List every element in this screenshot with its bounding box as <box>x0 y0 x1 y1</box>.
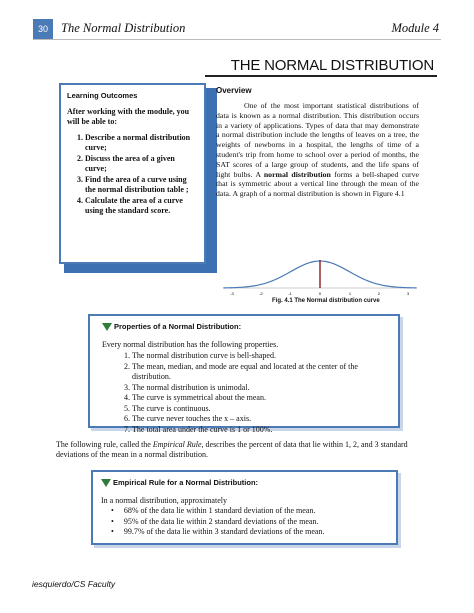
tick-label: 1 <box>348 291 352 296</box>
empirical-heading-text: Empirical Rule for a Normal Distribution: <box>113 478 259 487</box>
figure-caption: Fig. 4.1 The Normal distribution curve <box>272 298 380 304</box>
empirical-heading <box>101 478 388 489</box>
tick-label: 0 <box>318 291 322 296</box>
overview-bold-term: normal distribution <box>263 169 331 179</box>
properties-heading-text: Properties of a Normal Distribution: <box>114 322 242 331</box>
triangle-icon <box>102 323 112 331</box>
outcome-item: 4. Calculate the area of a curve using the standard score. <box>85 196 198 216</box>
property-item: 5. The curve is continuous. <box>132 404 386 415</box>
header-title: The Normal Distribution <box>61 21 186 35</box>
page-footer: iesquierdo/CS Faculty <box>32 579 116 589</box>
property-item: 1. The normal distribution curve is bell-shaped. <box>132 351 386 362</box>
title-underline <box>205 75 437 77</box>
property-item: 3. The normal distribution is unimodal. <box>132 383 386 394</box>
empirical-line-after: , describes the percent of data that lie within 1, 2, and 3 standard deviations of the mean in a normal distribution. <box>56 440 408 459</box>
tick-labels <box>230 291 410 296</box>
outcomes-heading: Learning Outcomes <box>67 91 138 100</box>
page-header <box>33 19 441 40</box>
tick-label: -2 <box>259 291 263 296</box>
empirical-list <box>101 506 388 538</box>
overview-text-before: One of the most important statistical distributions of data is known as a normal distribution. This distribution occurs in a variety of applications. Types of data that may demonstrate a normal distribution include the lengths of leaves on a tree, the weights of newborns in a hospital, the lengths of time of a student's trip from home to school over a period of months, the SAT scores of a large group of students, and the life spans of light bulbs. A <box>216 101 419 179</box>
outcome-item: 3. Find the area of a curve using the normal distribution table ; <box>85 175 198 195</box>
properties-list <box>102 351 386 435</box>
properties-heading <box>102 322 386 333</box>
empirical-item: • 95% of the data lie within 2 standard deviations of the mean. <box>125 517 388 528</box>
tick-label: -3 <box>230 291 234 296</box>
property-item: 4. The curve is symmetrical about the mean. <box>132 393 386 404</box>
empirical-line-before: The following rule, called the <box>56 440 153 449</box>
header-module: Module 4 <box>391 21 439 35</box>
triangle-icon <box>101 479 111 487</box>
tick-label: 3 <box>406 291 410 296</box>
page-title: THE NORMAL DISTRIBUTION <box>230 57 434 74</box>
empirical-box-intro: In a normal distribution, approximately <box>101 495 227 505</box>
outcome-item: 2. Discuss the area of a given curve; <box>85 154 198 174</box>
properties-intro: Every normal distribution has the following properties. <box>102 339 279 349</box>
overview-heading: Overview <box>216 86 252 95</box>
overview-paragraph <box>216 101 419 199</box>
outcome-item: 1. Describe a normal distribution curve; <box>85 133 198 153</box>
empirical-term: Empirical Rule <box>152 440 202 449</box>
empirical-item: • 99.7% of the data lie within 3 standard deviations of the mean. <box>125 527 388 538</box>
empirical-item: • 68% of the data lie within 1 standard deviation of the mean. <box>125 506 388 517</box>
tick-label: 2 <box>377 291 381 296</box>
learning-outcomes-box <box>59 83 206 264</box>
overview-text-after: forms a bell-shaped curve that is symmetric about a vertical line through the mean of the data. A graph of a normal distribution is shown in Figure 4.1 <box>216 169 419 199</box>
property-item: 2. The mean, median, and mode are equal and located at the center of the distribution. <box>132 362 386 383</box>
outcomes-intro: After working with the module, you will be able to: <box>67 107 190 126</box>
empirical-rule-box <box>91 470 398 545</box>
tick-label: -1 <box>288 291 292 296</box>
property-item: 7. The total area under the curve is 1 or 100%. <box>132 425 386 436</box>
page-number: 30 <box>33 19 53 39</box>
empirical-intro-line <box>56 440 424 460</box>
outcomes-list <box>67 133 198 216</box>
properties-box <box>88 314 400 434</box>
property-item: 6. The curve never touches the x – axis. <box>132 414 386 425</box>
